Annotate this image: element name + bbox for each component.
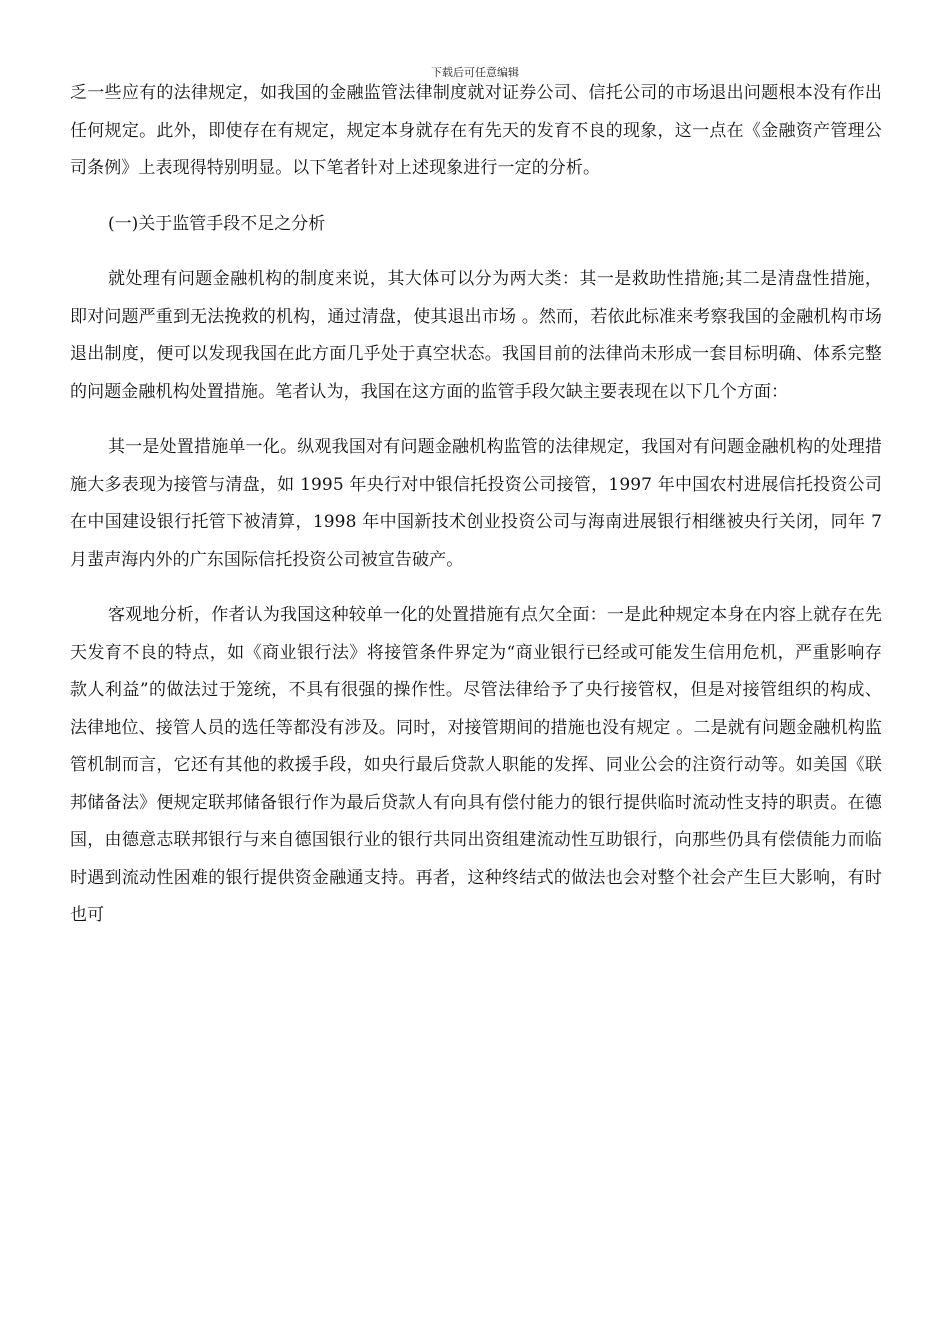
section-heading: (一)关于监管手段不足之分析 — [108, 213, 326, 234]
paragraph-single-measure: 其一是处置措施单一化。纵观我国对有问题金融机构监管的法律规定，我国对有问题金融机构的处理措施大多表现为接管与清盘，如 1995 年央行对中银信托投资公司接管，1997 年中国农村进展信托投资公司在中国建设银行托管下被清算，1998 年中国新技术创业投资公司与海南进展银行相继被央行关闭，同年 7 月蜚声海内外的广东国际信托投资公司被宣告破产。 — [70, 437, 882, 570]
download-note: 下载后可任意编辑 — [431, 66, 519, 79]
paragraph-analysis: 客观地分析，作者认为我国这种较单一化的处置措施有点欠全面：一是此种规定本身在内容上就存在先天发育不良的特点，如《商业银行法》将接管条件界定为“商业银行已经或可能发生信用危机，严重影响存款人利益”的做法过于笼统，不具有很强的操作性。尽管法律给予了央行接管权，但是对接管组织的构成、法律地位、接管人员的选任等都没有涉及。同时，对接管期间的措施也没有规定 。二是就有问题金融机构监管机制而言，它还有其他的救援手段，如央行最后贷款人职能的发挥、同业公会的注资行动等。如美国《联邦储备法》便规定联邦储备银行作为最后贷款人有向具有偿付能力的银行提供临时流动性支持的职责。在德国，由德意志联邦银行与来自德国银行业的银行共同出资组建流动性互助银行，向那些仍具有偿债能力而临时遇到流动性困难的银行提供资金融通支持。再者，这种终结式的做法也会对整个社会产生巨大影响，有时也可 — [70, 605, 882, 925]
paragraph-measures: 就处理有问题金融机构的制度来说，其大体可以分为两大类：其一是救助性措施;其二是清盘性措施，即对问题严重到无法挽救的机构，通过清盘，使其退出市场 。然而，若依此标准来考察我国的金融机构市场退出制度，便可以发现我国在此方面几乎处于真空状态。我国目前的法律尚未形成一套目标明确、体系完整的问题金融机构处置措施。笔者认为，我国在这方面的监管手段欠缺主要表现在以下几个方面： — [70, 269, 882, 402]
document-body — [70, 75, 882, 953]
paragraph-continuation: 乏一些应有的法律规定，如我国的金融监管法律制度就对证券公司、信托公司的市场退出问题根本没有作出任何规定。此外，即使存在有规定，规定本身就存在有先天的发育不良的现象，这一点在《金融资产管理公司条例》上表现得特别明显。以下笔者针对上述现象进行一定的分析。 — [70, 83, 882, 178]
